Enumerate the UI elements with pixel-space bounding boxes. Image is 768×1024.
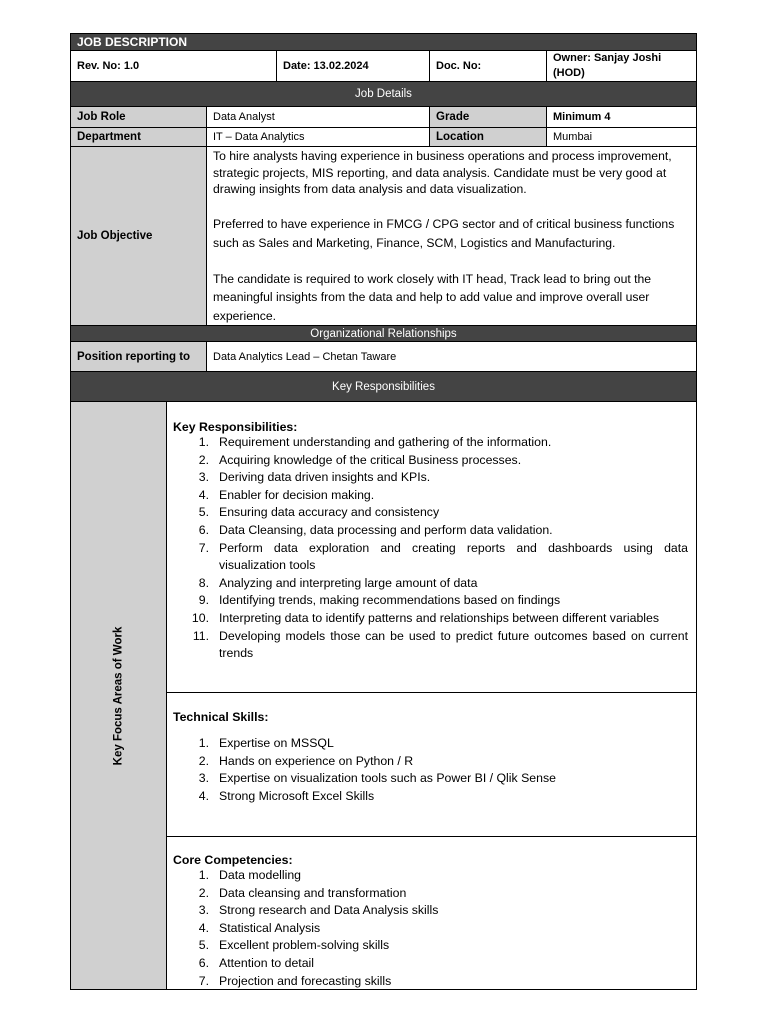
position-reporting-label: Position reporting to	[70, 341, 207, 372]
list-item: 3. Deriving data driven insights and KPIs.	[198, 470, 431, 485]
list-item: 11. Developing models those can be used to predict future outcomes based on current trends	[192, 628, 688, 661]
list-item: 7. Projection and forecasting skills	[198, 973, 392, 988]
technical-skills-box	[166, 692, 697, 837]
core-competencies-title: Core Competencies:	[173, 853, 293, 867]
list-item: 8. Analyzing and interpreting large amount of data	[198, 575, 478, 590]
responsibilities-title: Key Responsibilities:	[173, 420, 298, 434]
list-item: 1. Expertise on MSSQL	[198, 736, 334, 750]
document-number: Doc. No:	[429, 50, 547, 82]
org-relationships-section-title: Organizational Relationships	[70, 325, 697, 342]
list-item: 4. Statistical Analysis	[198, 920, 321, 935]
list-item: 6. Data Cleansing, data processing and perform data validation.	[198, 522, 553, 537]
list-item: 9. Identifying trends, making recommendations based on findings	[198, 593, 561, 608]
list-item: 1. Data modelling	[198, 868, 302, 882]
job-role-value: Data Analyst	[206, 106, 430, 128]
list-item: 2. Acquiring knowledge of the critical Business processes.	[198, 452, 522, 467]
list-item: 5. Excellent problem-solving skills	[198, 938, 390, 953]
job-objective-text	[206, 146, 697, 326]
objective-paragraph: To hire analysts having experience in business operations and process improvement, strategic projects, MIS reporting, and data analysis. Candidate must be very good at drawing insights from data analysis and data visualization.	[213, 149, 672, 196]
location-label: Location	[429, 127, 547, 147]
list-item: 3. Strong research and Data Analysis skills	[198, 903, 439, 918]
core-competencies-box	[166, 836, 697, 990]
revision-number: Rev. No: 1.0	[70, 50, 277, 82]
position-reporting-value: Data Analytics Lead – Chetan Taware	[206, 341, 697, 372]
grade-label: Grade	[429, 106, 547, 128]
list-item: 2. Hands on experience on Python / R	[198, 753, 414, 768]
key-focus-areas-text: Key Focus Areas of Work	[112, 626, 125, 765]
department-value: IT – Data Analytics	[206, 127, 430, 147]
document-owner: Owner: Sanjay Joshi (HOD)	[546, 50, 697, 82]
objective-paragraph: The candidate is required to work closely with IT head, Track lead to bring out the meaningful insights from the data and help to add value and improve overall user experience.	[213, 271, 652, 323]
job-details-section-title: Job Details	[70, 81, 697, 107]
location-value: Mumbai	[546, 127, 697, 147]
job-role-label: Job Role	[70, 106, 207, 128]
key-responsibilities-section-title: Key Responsibilities	[70, 371, 697, 402]
list-item: 4. Enabler for decision making.	[198, 487, 375, 502]
technical-skills-title: Technical Skills:	[173, 710, 269, 724]
list-item: 4. Strong Microsoft Excel Skills	[198, 788, 375, 803]
technical-skills-list	[173, 735, 696, 805]
list-item: 10. Interpreting data to identify patterns and relationships between different variables	[191, 610, 660, 625]
objective-paragraph: Preferred to have experience in FMCG / CPG sector and of critical business functions such as Sales and Marketing, Finance, SCM, Logistics and Manufacturing.	[213, 216, 675, 250]
document-date: Date: 13.02.2024	[276, 50, 430, 82]
list-item: 6. Attention to detail	[198, 955, 315, 970]
core-competencies-list	[173, 867, 696, 990]
list-item: 5. Ensuring data accuracy and consistency	[198, 505, 440, 520]
department-label: Department	[70, 127, 207, 147]
job-objective-label: Job Objective	[70, 146, 207, 326]
list-item: 1. Requirement understanding and gathering of the information.	[198, 435, 552, 449]
document-title: JOB DESCRIPTION	[70, 33, 697, 51]
responsibilities-list	[173, 434, 696, 663]
list-item: 7. Perform data exploration and creating reports and dashboards using data visualization tools	[198, 540, 688, 573]
key-focus-areas-label	[70, 401, 167, 990]
list-item: 2. Data cleansing and transformation	[198, 885, 407, 900]
grade-value: Minimum 4	[546, 106, 697, 128]
list-item: 3. Expertise on visualization tools such as Power BI / Qlik Sense	[198, 771, 556, 786]
responsibilities-box	[166, 401, 697, 693]
